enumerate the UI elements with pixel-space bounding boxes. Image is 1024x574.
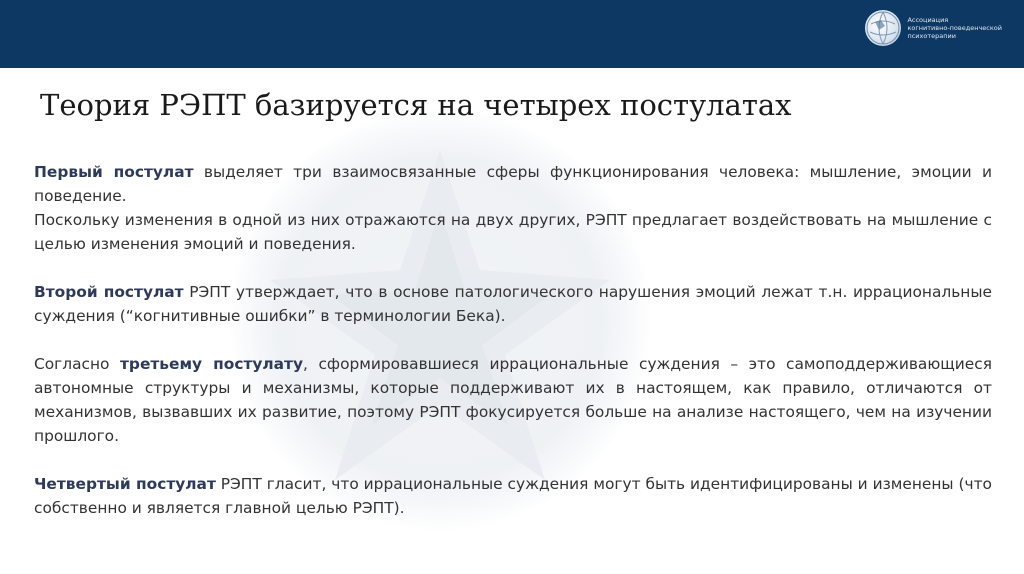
globe-logo-icon <box>865 10 901 46</box>
postulate-4-text: РЭПТ гласит, что иррациональные суждения могут быть идентифицированы и изменены (что собственно и является главной целью РЭПТ). <box>34 475 992 517</box>
postulate-3-lead: третьему постулату <box>120 355 304 373</box>
logo-line-2: когнитивно-поведенческой <box>907 24 1002 32</box>
postulate-2-lead: Второй постулат <box>34 283 184 301</box>
postulate-2-text: РЭПТ утверждает, что в основе патологического нарушения эмоций лежат т.н. иррациональные суждения (“когнитивные ошибки” в терминологии Бека). <box>34 283 992 325</box>
logo-line-3: психотерапии <box>907 32 956 40</box>
postulate-1-text: выделяет три взаимосвязанные сферы функционирования человека: мышление, эмоции и поведение. <box>34 163 993 205</box>
header-bar <box>0 0 1024 68</box>
postulate-2-paragraph <box>34 280 992 328</box>
postulate-4-paragraph <box>34 472 992 520</box>
postulate-1-lead: Первый постулат <box>34 163 194 181</box>
postulate-1-text-2: Поскольку изменения в одной из них отражаются на двух других, РЭПТ предлагает воздействовать на мышление с целью изменения эмоций и поведения. <box>34 211 992 253</box>
postulate-1-paragraph <box>34 160 992 256</box>
association-logo <box>865 10 1002 46</box>
postulate-4-lead: Четвертый постулат <box>34 475 216 493</box>
postulate-3-prefix: Согласно <box>34 355 121 373</box>
slide-content <box>34 160 992 544</box>
slide-title: Теория РЭПТ базируется на четырех постулатах <box>40 88 792 122</box>
logo-line-1: Ассоциация <box>907 16 949 24</box>
logo-text <box>907 16 1002 40</box>
postulate-3-paragraph <box>34 352 992 448</box>
postulate-3-text: , сформировавшиеся иррациональные суждения – это самоподдерживающиеся автономные структуры и механизмы, которые поддерживают их в настоящем, как правило, отличаются от механизмов, вызвавших их развитие, поэтому РЭПТ фокусируется больше на анализе настоящего, чем на изучении прошлого. <box>34 355 992 445</box>
